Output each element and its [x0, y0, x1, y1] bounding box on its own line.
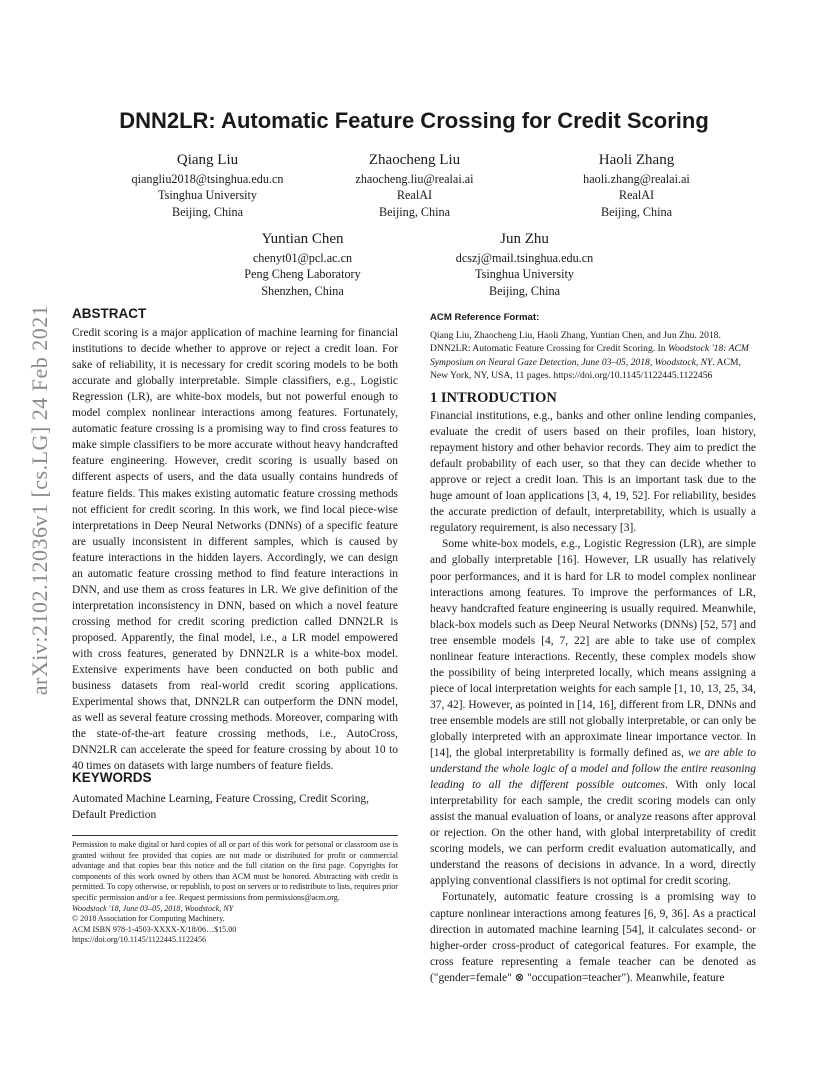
- author-affiliation: Peng Cheng Laboratory: [244, 267, 361, 282]
- acm-reference-heading: ACM Reference Format:: [430, 312, 540, 323]
- author-name: Zhaocheng Liu: [368, 152, 461, 168]
- author-name: Yuntian Chen: [261, 231, 344, 247]
- author-affiliation: RealAI: [396, 188, 433, 203]
- author-email: haoli.zhang@realai.ai: [583, 172, 690, 186]
- copyright-line: © 2018 Association for Computing Machinery.: [72, 914, 225, 924]
- doi-link[interactable]: https://doi.org/10.1145/1122445.1122456: [72, 935, 207, 945]
- global-interpretability-definition: we are able to understand the whole logic of a model and follow the entire reasoning leading to all the different possible outcomes: [430, 747, 756, 792]
- venue-line: Woodstock '18, June 03–05, 2018, Woodstock, NY: [72, 903, 234, 913]
- introduction-section: [430, 390, 756, 986]
- abstract-text: Credit scoring is a major application of machine learning for financial institutions to decide whether to approve or reject a credit loan. For sake of reliability, it is necessary for credit scoring models to be both accurate and globally interpretable. Simple classifiers, e.g., Logistic Regression (LR), are white-box models, but not powerful enough to model complex nonlinear interactions among features. Fortunately, automatic feature crossing is a promising way to find cross features to make simple classifiers to be more accurate without heavy handcrafted feature engineering. However, credit scoring is usually based on different aspects of users, and the data usually contains hundreds of feature fields. This makes existing automatic feature crossing methods not efficient for credit scoring. In this work, we find local piece-wise interpretations in Deep Neural Networks (DNNs) of a specific feature are usually inconsistent in different samples, which is caused by feature interactions in the hidden layers. Accordingly, we can design an automatic feature crossing method to find feature interactions in DNN, and use them as cross features in LR. We give definition of the interpretation inconsistency in DNN, based on which a novel feature crossing method for credit scoring prediction called DNN2LR is proposed. Apparently, the final model, i.e., a LR model empowered with cross features, generated by DNN2LR is a white-box model. Extensive experiments have been conducted on both public and business datasets from real-world credit scoring applications. Experimental shows that, DNN2LR can outperform the DNN model, as well as several feature crossing methods. Moreover, comparing with the state-of-the-art feature crossing methods, i.e., AutoCross, DNN2LR can accelerate the speed for feature crossing by about 10 to 40 times on datasets with large numbers of feature fields.: [72, 327, 398, 773]
- introduction-heading: 1 INTRODUCTION: [430, 390, 557, 406]
- author-location: Beijing, China: [488, 283, 561, 298]
- author-affiliation: Tsinghua University: [157, 188, 257, 203]
- author-name: Haoli Zhang: [598, 152, 675, 168]
- author-location: Beijing, China: [378, 204, 451, 219]
- abstract-heading: ABSTRACT: [72, 306, 147, 321]
- keywords-text: Automated Machine Learning, Feature Crossing, Credit Scoring, Default Prediction: [72, 793, 369, 822]
- author-block-5: [402, 230, 647, 299]
- author-affiliation: Tsinghua University: [474, 267, 574, 282]
- author-block-4: [180, 230, 425, 299]
- acm-reference-venue: Woodstock '18: ACM Symposium on Neural Gaze Detection, June 03–05, 2018, Woodstock, NY: [430, 343, 749, 368]
- author-location: Beijing, China: [600, 204, 673, 219]
- permission-footnote: [72, 835, 398, 946]
- arxiv-identifier: arXiv:2102.12036v1 [cs.LG] 24 Feb 2021: [27, 304, 52, 696]
- intro-paragraph-1: Financial institutions, e.g., banks and other online lending companies, evaluate the credit of users based on their profiles, loan history, repayment history and other behavior records. They aim to predict the default probability of each user, so that they can decide whether to approve or reject a credit loan. This is an important task due to the huge amount of loan applications [3, 4, 19, 52]. For reliability, besides the accurate prediction of default, interpretability, which is usually a regulatory requirement, is also necessary [3].: [430, 410, 756, 535]
- permission-text: Permission to make digital or hard copies of all or part of this work for personal or classroom use is granted without fee provided that copies are not made or distributed for profit or commercial advantage and that copies bear this notice and the full citation on the first page. Copyrights for components of this work owned by others than ACM must be honored. Abstracting with credit is permitted. To copy otherwise, or republish, to post on servers or to redistribute to lists, requires prior specific permission and/or a fee. Request permissions from permissions@acm.org.: [72, 840, 398, 902]
- author-name: Qiang Liu: [176, 152, 239, 168]
- intro-paragraph-2: [430, 536, 756, 889]
- intro-paragraph-2-end: . With only local interpretability for each sample, the credit scoring models can only assist the manual evaluation of loans, or analyze reasons after approval or rejection. On the other hand, with global interpretability of credit scoring models, we can perform credit evaluation automatically, and understand the reasons of decisions in advance. In a word, directly applying conventional classifiers is not optimal for credit scoring.: [430, 779, 756, 888]
- author-block-3: [514, 151, 759, 220]
- author-email: zhaocheng.liu@realai.ai: [355, 172, 474, 186]
- acm-reference-text: [430, 329, 756, 382]
- acm-reference-details: . ACM, New York, NY, USA, 11 pages. https://doi.org/10.1145/1122445.1122456: [430, 356, 741, 381]
- isbn-line: ACM ISBN 978-1-4503-XXXX-X/18/06…$15.00: [72, 924, 237, 934]
- author-affiliation: RealAI: [618, 188, 655, 203]
- intro-paragraph-2-start: Some white-box models, e.g., Logistic Regression (LR), are simple and globally interpretable [16]. However, LR usually has relatively poor performances, and it is hard for LR to model complex nonlinear interactions among features. To improve the performances of LR, heavy handcrafted feature engineering is usually required. Meanwhile, black-box models such as Deep Neural Networks (DNNs) [52, 57] and tree ensemble models [4, 7, 22] are able to take use of complex nonlinear feature interactions. Recently, these complex models show the possibility of being interpreted locally, which means assigning a piece of local interpretation weights for each sample [1, 10, 13, 25, 34, 37, 42]. However, as pointed in [14, 16], different from LR, DNNs and tree ensemble models are still not globally interpretable, or can only be globally interpreted with an approximate linear importance vector. In [14], the global interpretability is formally defined as,: [430, 538, 756, 760]
- author-email: qiangliu2018@tsinghua.edu.cn: [131, 172, 284, 186]
- author-block-2: [292, 151, 537, 220]
- author-location: Beijing, China: [171, 204, 244, 219]
- paper-title: DNN2LR: Automatic Feature Crossing for Credit Scoring: [119, 108, 709, 133]
- acm-reference-section: [430, 310, 756, 382]
- abstract-section: [72, 306, 398, 774]
- author-location: Shenzhen, China: [261, 283, 344, 298]
- acm-reference-authors: Qiang Liu, Zhaocheng Liu, Haoli Zhang, Yuntian Chen, and Jun Zhu. 2018. DNN2LR: Automatic Feature Crossing for Credit Scoring. In: [430, 330, 721, 355]
- author-email: chenyt01@pcl.ac.cn: [252, 251, 353, 265]
- author-email: dcszj@mail.tsinghua.edu.cn: [455, 251, 594, 265]
- keywords-section: [72, 770, 398, 823]
- arxiv-sidebar: [20, 290, 60, 710]
- intro-paragraph-3: Fortunately, automatic feature crossing is a promising way to capture nonlinear interactions among features [6, 9, 36]. As a practical direction in automated machine learning [54], it calculates second- or higher-order cross-product of categorical features. For example, the cross feature representing a female teacher can be denoted as ("gender=female" ⊗ "occupation=teacher"). Meanwhile, feature: [430, 891, 756, 984]
- author-name: Jun Zhu: [500, 231, 549, 247]
- keywords-heading: KEYWORDS: [72, 770, 152, 785]
